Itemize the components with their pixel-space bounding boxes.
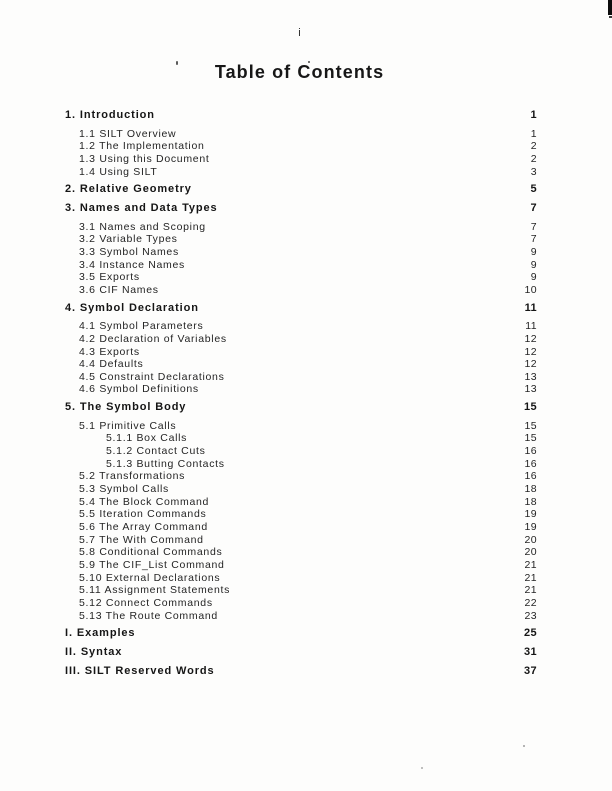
toc-entry-label: 3.3 Symbol Names xyxy=(79,245,179,258)
toc-entry-page: 15 xyxy=(523,401,537,414)
toc-entry xyxy=(0,521,537,534)
toc-entry-label: 1.3 Using this Document xyxy=(79,152,210,165)
toc-entry-page: 18 xyxy=(524,483,537,496)
toc-entry-label: 3.6 CIF Names xyxy=(79,283,159,296)
toc-entry-page: 22 xyxy=(524,596,537,609)
toc-entry-label: 1.4 Using SILT xyxy=(79,165,158,178)
toc-entry-label: 5.11 Assignment Statements xyxy=(79,584,231,597)
toc-entry xyxy=(0,271,537,284)
toc-entry-page: 21 xyxy=(524,571,537,584)
toc-entry xyxy=(0,302,537,315)
toc-entry-label: 3. Names and Data Types xyxy=(65,201,218,214)
toc-entry-page: 37 xyxy=(523,664,537,677)
toc-entry xyxy=(0,445,537,458)
toc-entry xyxy=(0,627,537,640)
toc-entry-label: 5.1 Primitive Calls xyxy=(79,419,177,432)
toc-entry-label: II. Syntax xyxy=(65,645,123,658)
toc-entry-page: 19 xyxy=(524,508,537,521)
toc-entry-label: 5.7 The With Command xyxy=(79,533,204,546)
toc-entry-page: 2 xyxy=(530,140,537,153)
toc-entry-page: 12 xyxy=(524,358,537,371)
toc-entry-page: 16 xyxy=(524,457,537,470)
toc-entry xyxy=(0,128,537,141)
toc-entry-label: 5.4 The Block Command xyxy=(79,495,210,508)
toc-entry-page: 7 xyxy=(530,233,537,246)
toc-entry xyxy=(0,646,537,659)
toc-entry xyxy=(0,546,537,559)
toc-entry xyxy=(0,470,537,483)
toc-entry xyxy=(0,610,537,623)
toc-entry-label: 3.2 Variable Types xyxy=(79,233,178,246)
toc-entry xyxy=(0,597,537,610)
toc-entry-page: 3 xyxy=(530,165,537,178)
toc-entry xyxy=(0,140,537,153)
toc-entry-page: 11 xyxy=(525,320,537,333)
toc-entry-label: 5. The Symbol Body xyxy=(65,401,187,414)
toc-entry xyxy=(0,371,537,384)
toc-entry-page: 15 xyxy=(524,419,537,432)
toc-entry-page: 13 xyxy=(524,370,537,383)
toc-entry xyxy=(0,383,537,396)
toc-entry-page: 13 xyxy=(524,383,537,396)
toc-entry-label: III. SILT Reserved Words xyxy=(65,664,215,677)
toc-entry-label: 4.4 Defaults xyxy=(79,358,144,371)
toc-entry-page: 16 xyxy=(524,445,537,458)
toc-entry xyxy=(0,432,537,445)
toc-entry xyxy=(0,559,537,572)
toc-entry-label: 5.10 External Declarations xyxy=(79,571,221,584)
toc-entry xyxy=(0,496,537,509)
toc-entry-page: 9 xyxy=(530,245,537,258)
toc-entry-page: 18 xyxy=(524,495,537,508)
toc-entry-page: 1 xyxy=(530,109,537,121)
toc-entry-label: 5.9 The CIF_List Command xyxy=(79,559,225,571)
toc-entry xyxy=(0,584,537,597)
toc-entry-label: 4. Symbol Declaration xyxy=(65,301,199,314)
toc-entry xyxy=(0,508,537,521)
toc-entry xyxy=(0,483,537,496)
toc-entry xyxy=(0,233,537,246)
scan-speck xyxy=(421,767,423,769)
toc-entry xyxy=(0,153,537,166)
toc-entry-label: 5.1.3 Butting Contacts xyxy=(106,457,225,470)
toc-entry-label: 5.12 Connect Commands xyxy=(79,596,213,609)
page-title: Table of Contents xyxy=(214,62,385,82)
toc-entry-label: 5.13 The Route Command xyxy=(79,609,218,622)
toc-entry-page: 16 xyxy=(524,470,537,483)
toc-entry-page: 20 xyxy=(524,533,537,546)
toc-entry-label: 5.3 Symbol Calls xyxy=(79,483,169,496)
toc-entry-label: 5.6 The Array Command xyxy=(79,521,208,534)
toc-entry-label: 3.1 Names and Scoping xyxy=(79,220,206,233)
toc-entry-label: 4.6 Symbol Definitions xyxy=(79,383,199,396)
page-number-marker: i xyxy=(298,27,301,39)
toc-entry-page: 20 xyxy=(524,546,537,559)
toc-entry xyxy=(0,259,537,272)
toc-entry-page: 12 xyxy=(524,345,537,358)
toc-entry-page: 21 xyxy=(524,559,537,571)
toc-entry xyxy=(0,572,537,585)
toc-entry-label: 5.2 Transformations xyxy=(79,470,186,483)
toc-entry xyxy=(0,166,537,179)
scan-speck xyxy=(523,745,525,747)
toc-entry-label: 2. Relative Geometry xyxy=(65,183,192,196)
toc-entry xyxy=(0,420,537,433)
toc-entry xyxy=(0,246,537,259)
toc-entry-label: 4.5 Constraint Declarations xyxy=(79,370,225,383)
toc-entry-label: 5.5 Iteration Commands xyxy=(79,508,207,521)
toc-entry-page: 7 xyxy=(530,220,537,233)
toc-entry xyxy=(0,183,537,196)
toc-entry-page: 19 xyxy=(524,521,537,534)
toc-entry-page: 25 xyxy=(523,627,537,640)
toc-entry xyxy=(0,665,537,678)
toc-entry-page: 1 xyxy=(530,127,537,140)
toc-entry-page: 31 xyxy=(523,645,537,658)
toc-entry xyxy=(0,320,537,333)
toc-entry-label: 4.3 Exports xyxy=(79,345,140,358)
toc-entry-label: 1.1 SILT Overview xyxy=(79,127,177,140)
table-of-contents xyxy=(0,104,537,683)
toc-entry-page: 10 xyxy=(524,283,537,296)
toc-entry-page: 9 xyxy=(530,258,537,271)
toc-entry xyxy=(0,284,537,297)
toc-entry-page: 21 xyxy=(524,584,537,597)
toc-entry-label: 3.4 Instance Names xyxy=(79,258,185,271)
toc-entry xyxy=(0,401,537,414)
scan-artifact-corner-mark xyxy=(608,0,612,15)
toc-entry-page: 11 xyxy=(524,301,537,314)
toc-entry-label: 5.8 Conditional Commands xyxy=(79,546,223,559)
toc-entry-label: 1.2 The Implementation xyxy=(79,140,205,153)
toc-entry-label: 3.5 Exports xyxy=(79,271,140,284)
toc-entry-page: 5 xyxy=(530,183,537,196)
toc-entry-page: 7 xyxy=(530,201,537,214)
toc-entry xyxy=(0,221,537,234)
toc-entry xyxy=(0,202,537,215)
toc-entry xyxy=(0,333,537,346)
toc-entry-page: 2 xyxy=(530,152,537,165)
toc-entry xyxy=(0,534,537,547)
toc-entry xyxy=(0,109,537,122)
toc-entry-page: 9 xyxy=(530,271,537,284)
toc-entry-label: 4.1 Symbol Parameters xyxy=(79,320,204,333)
toc-entry-label: 5.1.2 Contact Cuts xyxy=(106,445,206,458)
toc-entry-label: 4.2 Declaration of Variables xyxy=(79,332,227,345)
toc-entry-page: 23 xyxy=(524,609,537,622)
toc-entry xyxy=(0,458,537,471)
toc-entry-page: 12 xyxy=(524,332,537,345)
toc-entry-label: 1. Introduction xyxy=(65,109,155,121)
toc-entry xyxy=(0,346,537,359)
toc-entry-label: I. Examples xyxy=(65,627,136,640)
toc-entry xyxy=(0,358,537,371)
toc-entry-page: 15 xyxy=(524,432,537,445)
toc-entry-label: 5.1.1 Box Calls xyxy=(106,432,188,445)
